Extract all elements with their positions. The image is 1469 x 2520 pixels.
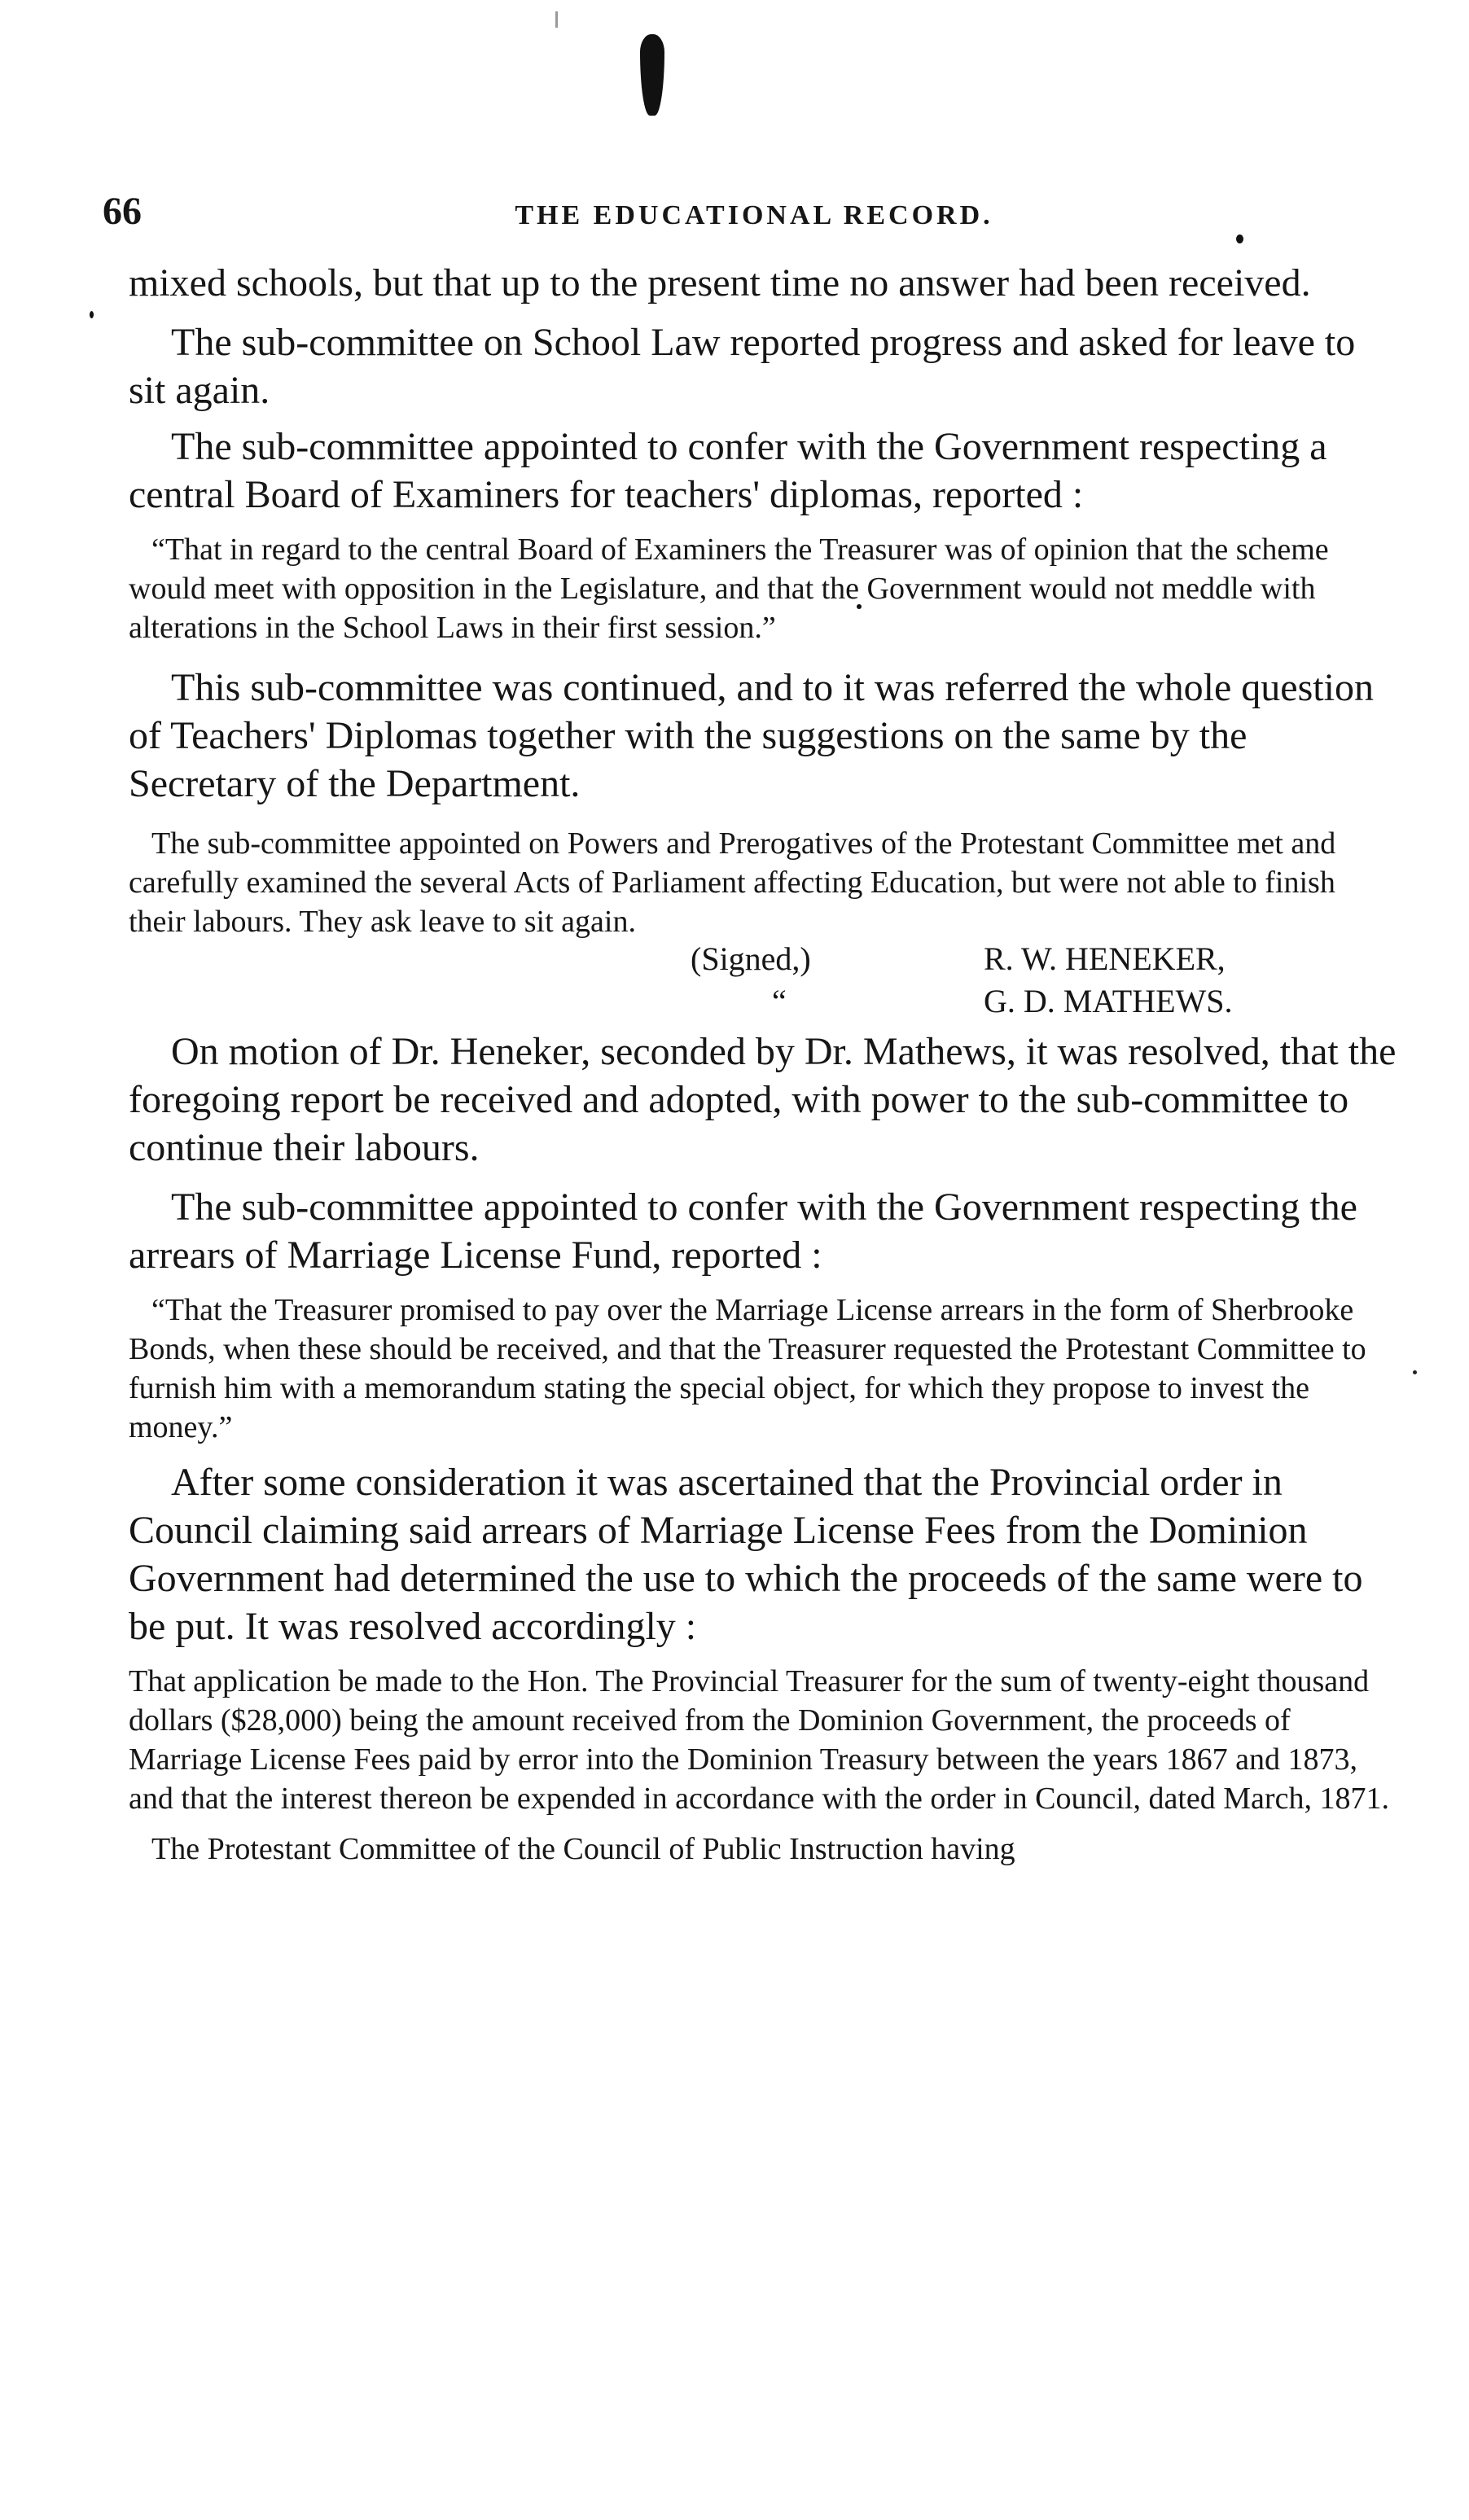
resolution: That application be made to the Hon. The Provincial Treasurer for the sum of twenty-eight thousand dollars ($28,000) being the amount received from the Dominion Government, the proceeds of Marriage License Fees paid by error into the Dominion Treasury between the years 1867 and 1873, and that the interest thereon be expended in accordance with the order in Council, dated March, 1871. (129, 1664, 1389, 1816)
paragraph: The sub-committee appointed to confer with the Government respecting a central Board of Examiners for teachers' diplomas, reported : (129, 425, 1327, 516)
quoted-report: The sub-committee appointed on Powers and Prerogatives of the Protestant Committee met and carefully examined the several Acts of Parliament affecting Education, but were not able to finish their labours. They ask leave to sit again. (129, 826, 1336, 939)
page-body (129, 259, 1399, 1869)
running-title: THE EDUCATIONAL RECORD. (515, 200, 993, 230)
paragraph: The sub-committee on School Law reported progress and asked for leave to sit again. (129, 321, 1356, 412)
signature-block (129, 938, 1399, 1028)
signatory-name: G. D. MATHEWS. (984, 983, 1233, 1019)
paragraph: After some consideration it was ascertained that the Provincial order in Council claiming said arrears of Marriage License Fees from the Dominion Government had determined the use to which the proceeds of the same were to be put. It was resolved accordingly : (129, 1461, 1363, 1648)
paragraph: The sub-committee appointed to confer with the Government respecting the arrears of Marriage License Fund, reported : (129, 1185, 1357, 1277)
ink-blot (640, 34, 664, 116)
signatory-name: R. W. HENEKER, (984, 940, 1226, 977)
paragraph: mixed schools, but that up to the present time no answer had been received. (129, 261, 1311, 305)
page-header (103, 189, 1405, 238)
page-number: 66 (103, 190, 142, 233)
paragraph: This sub-committee was continued, and to it was referred the whole question of Teachers' Diplomas together with the suggestions on the same by the Secretary of the Department. (129, 666, 1374, 805)
paragraph: The Protestant Committee of the Council of Public Instruction having (151, 1832, 1015, 1866)
paragraph: On motion of Dr. Heneker, seconded by Dr. Mathews, it was resolved, that the foregoing report be received and adopted, with power to the sub-committee to continue their labours. (129, 1030, 1397, 1169)
ink-dot (90, 311, 94, 318)
signed-label: (Signed,) (691, 940, 811, 977)
quoted-report: “That the Treasurer promised to pay over the Marriage License arrears in the form of Sherbrooke Bonds, when these should be received, and that the Treasurer requested the Protestant Committee to furnish him with a memorandum stating the special object, for which they propose to invest the money.” (129, 1293, 1366, 1444)
ink-speck (555, 11, 558, 28)
ink-dot (1413, 1370, 1417, 1374)
ditto-mark: “ (772, 983, 787, 1019)
quoted-report: “That in regard to the central Board of Examiners the Treasurer was of opinion that the scheme would meet with opposition in the Legislature, and that the Government would not meddle with alterations in the School Laws in their first session.” (129, 532, 1329, 645)
